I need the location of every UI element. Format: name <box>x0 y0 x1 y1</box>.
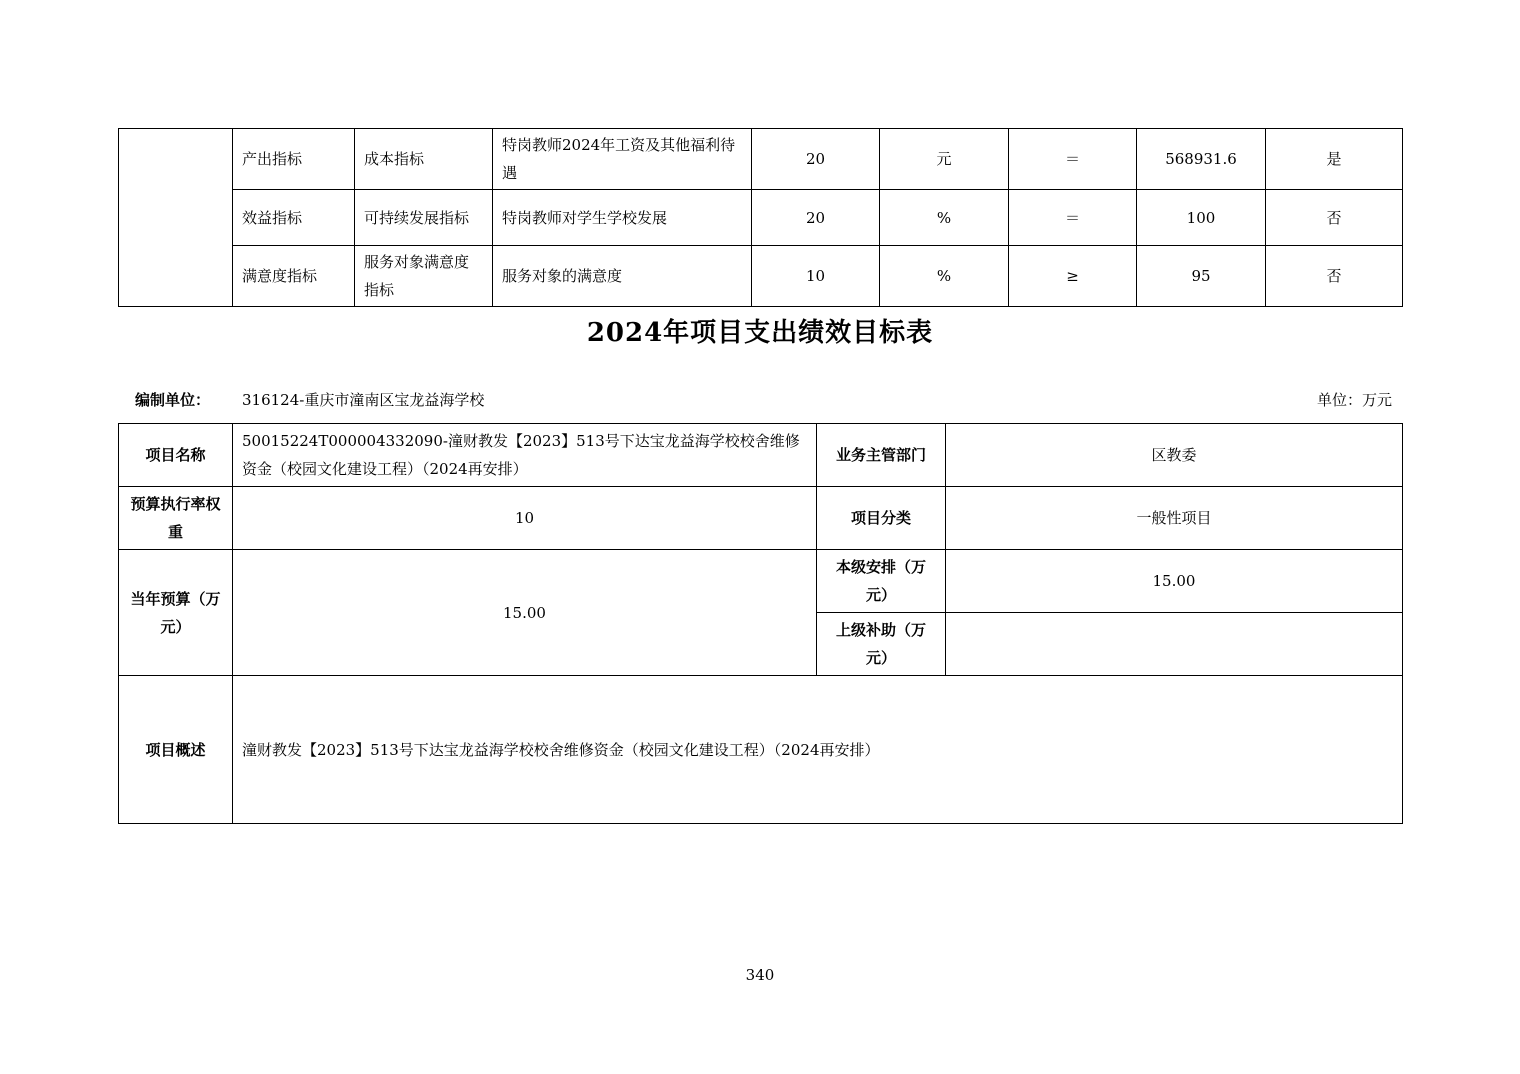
superior-value <box>946 613 1403 676</box>
dept-label: 业务主管部门 <box>817 424 946 487</box>
table-row <box>119 424 1403 487</box>
category-label: 项目分类 <box>817 487 946 550</box>
indicator-table-continued <box>118 128 1403 307</box>
overview-value: 潼财教发【2023】513号下达宝龙益海学校校舍维修资金（校园文化建设工程）（2024再安排） <box>233 676 1403 824</box>
operator-cell: ＝ <box>1009 190 1137 246</box>
level2-cell: 可持续发展指标 <box>355 190 493 246</box>
operator-cell: ＝ <box>1009 129 1137 190</box>
table-row <box>119 190 1403 246</box>
page-title: 2024年项目支出绩效目标表 <box>586 318 934 348</box>
core-cell: 是 <box>1266 129 1403 190</box>
dept-value: 区教委 <box>946 424 1403 487</box>
table-row <box>119 550 1403 613</box>
local-value: 15.00 <box>946 550 1403 613</box>
level2-cell: 服务对象满意度指标 <box>355 246 493 307</box>
indicator-cell: 特岗教师对学生学校发展 <box>493 190 752 246</box>
level1-cell: 满意度指标 <box>233 246 355 307</box>
core-cell: 否 <box>1266 190 1403 246</box>
weight-cell: 20 <box>752 190 880 246</box>
superior-label: 上级补助（万元） <box>817 613 946 676</box>
merged-blank-cell <box>119 129 233 307</box>
overview-label: 项目概述 <box>119 676 233 824</box>
compile-unit-label: 编制单位： <box>135 391 211 409</box>
table-row <box>119 246 1403 307</box>
unit-cell: % <box>880 190 1009 246</box>
level2-cell: 成本指标 <box>355 129 493 190</box>
page-number: 340 <box>745 966 775 984</box>
project-table <box>118 423 1403 824</box>
operator-cell: ≥ <box>1009 246 1137 307</box>
project-name-value: 50015224T000004332090-潼财教发【2023】513号下达宝龙益海学校校舍维修资金（校园文化建设工程）（2024再安排） <box>233 424 817 487</box>
local-label: 本级安排（万元） <box>817 550 946 613</box>
weight-cell: 10 <box>752 246 880 307</box>
unit-note: 单位：万元 <box>1316 391 1392 409</box>
level1-cell: 效益指标 <box>233 190 355 246</box>
unit-cell: 元 <box>880 129 1009 190</box>
indicator-cell: 特岗教师2024年工资及其他福利待遇 <box>493 129 752 190</box>
target-cell: 95 <box>1137 246 1266 307</box>
compile-unit-value: 316124-重庆市潼南区宝龙益海学校 <box>242 391 485 409</box>
table-row <box>119 487 1403 550</box>
target-cell: 568931.6 <box>1137 129 1266 190</box>
category-value: 一般性项目 <box>946 487 1403 550</box>
level1-cell: 产出指标 <box>233 129 355 190</box>
target-cell: 100 <box>1137 190 1266 246</box>
table-row <box>119 676 1403 824</box>
indicator-cell: 服务对象的满意度 <box>493 246 752 307</box>
unit-cell: % <box>880 246 1009 307</box>
exec-weight-value: 10 <box>233 487 817 550</box>
core-cell: 否 <box>1266 246 1403 307</box>
budget-value: 15.00 <box>233 550 817 676</box>
table-row <box>119 129 1403 190</box>
exec-weight-label: 预算执行率权重 <box>119 487 233 550</box>
budget-label: 当年预算（万元） <box>119 550 233 676</box>
project-name-label: 项目名称 <box>119 424 233 487</box>
weight-cell: 20 <box>752 129 880 190</box>
